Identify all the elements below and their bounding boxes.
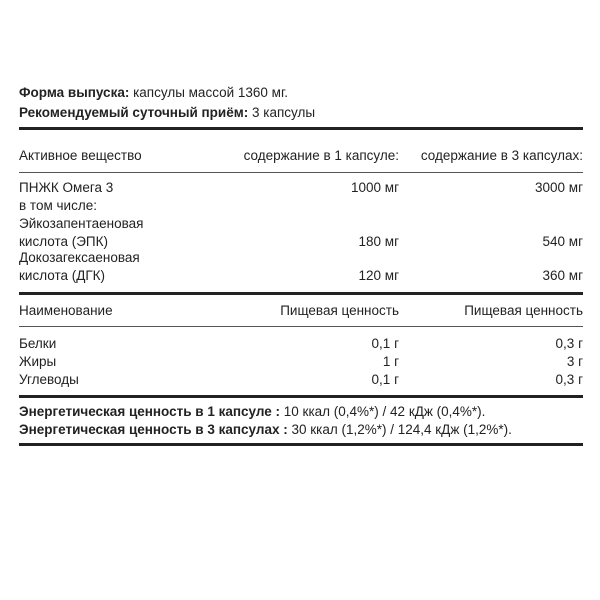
nutrition-header-name: Наименование [19, 303, 113, 318]
carbs-value-3cap: 0,3 г [555, 372, 583, 387]
fat-value-1cap: 1 г [382, 354, 399, 369]
release-form-label: Форма выпуска: [19, 85, 130, 100]
energy-1cap-value: 10 ккал (0,4%*) / 42 кДж (0,4%*). [280, 404, 486, 419]
energy-1cap-line [19, 403, 485, 420]
epa-value-1cap: 180 мг [358, 234, 399, 249]
energy-1cap-label: Энергетическая ценность в 1 капсуле : [19, 404, 281, 419]
daily-dose-value: 3 капсулы [251, 105, 316, 120]
dha-name-line1: Докозагексаеновая [19, 250, 140, 265]
daily-dose-label: Рекомендуемый суточный приём: [19, 105, 249, 120]
divider-nutrition-header [19, 326, 583, 327]
protein-value-3cap: 0,3 г [555, 336, 583, 351]
energy-3cap-value: 30 ккал (1,2%*) / 124,4 кДж (1,2%*). [287, 422, 512, 437]
omega3-value-3cap: 3000 мг [535, 180, 583, 195]
nutrition-header-1cap: Пищевая ценность [280, 303, 399, 318]
carbs-value-1cap: 0,1 г [371, 372, 399, 387]
omega3-name: ПНЖК Омега 3 [19, 180, 114, 195]
daily-dose-line [19, 104, 315, 121]
divider-energy [19, 395, 583, 398]
including-label: в том числе: [19, 198, 97, 213]
fat-name: Жиры [19, 354, 57, 369]
protein-value-1cap: 0,1 г [371, 336, 399, 351]
omega3-value-1cap: 1000 мг [351, 180, 399, 195]
protein-name: Белки [19, 336, 57, 351]
divider-active-header [19, 172, 583, 173]
active-header-3cap: содержание в 3 капсулах: [420, 148, 583, 163]
epa-name-line1: Эйкозапентаеновая [19, 216, 144, 231]
dha-name-line2: кислота (ДГК) [19, 268, 106, 283]
dha-value-1cap: 120 мг [358, 268, 399, 283]
energy-3cap-line [19, 421, 512, 438]
carbs-name: Углеводы [19, 372, 79, 387]
divider-top [19, 127, 583, 130]
release-form-line [19, 84, 288, 101]
epa-name-line2: кислота (ЭПК) [19, 234, 108, 249]
release-form-value: капсулы массой 1360 мг. [133, 85, 288, 100]
active-header-name: Активное вещество [19, 148, 142, 163]
nutrition-header-3cap: Пищевая ценность [464, 303, 583, 318]
active-header-1cap: содержание в 1 капсуле: [243, 148, 399, 163]
dha-value-3cap: 360 мг [542, 268, 583, 283]
energy-3cap-label: Энергетическая ценность в 3 капсулах : [19, 422, 288, 437]
divider-middle [19, 292, 583, 295]
fat-value-3cap: 3 г [566, 354, 583, 369]
divider-bottom [19, 443, 583, 446]
epa-value-3cap: 540 мг [542, 234, 583, 249]
